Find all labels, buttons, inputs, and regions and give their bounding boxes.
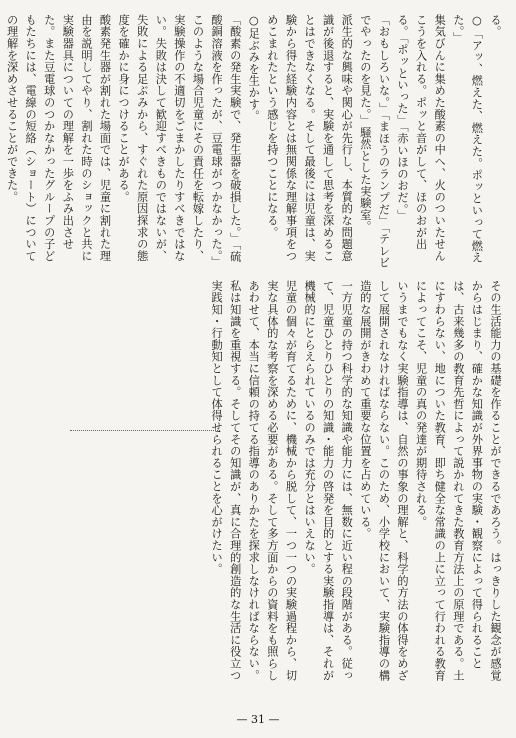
right-column-text xyxy=(210,280,504,690)
paragraph: ○足ぶみを生かす。 xyxy=(247,14,261,122)
dotted-divider xyxy=(70,430,220,431)
paragraph: 児童の個々が育てるために、機械から脱して、一つ一つの実験過程から、切実な具体的な考察を深める必要がある。そして多方面からの資料をも照らしあわせて、本当に信頼の持てる指導のありかたを探求しなければならない。 xyxy=(247,280,298,682)
paragraph: 一方児童の持つ科学的な知識や能力には、無数に近い程の段階がある。従って、児童ひとりひとりの知識・能力の啓発を目的とする実験指導は、それが機械的にとらえられているのみでは充分とはいえない。 xyxy=(303,280,354,682)
paragraph: 派生的な興味や関心が先行し、本質的な問題意識が後退すると、実験を通して思考を深めることはできなくなる。そして最後には児童は、実験から得た経験内容とは無関係な理解事項をつめこまれたという感じを持つことになる。 xyxy=(265,14,354,262)
paragraph: ○「アッ、燃えた、燃えた。ポッといって燃えた。」 xyxy=(451,14,484,264)
paragraph: 「おもしろいな。」「まほうのランプだ」「テレビでやったのを見た。」騒然とした実験室。 xyxy=(358,14,391,269)
left-column-text xyxy=(5,14,504,272)
paragraph: 集気びんに集めた酸素の中へ、火のついたせんこうを入れる。ポッと音がして、ほのおが出る。「ポッといった」「赤いほのおだ。」 xyxy=(396,14,447,262)
paragraph: いうまでもなく実験指導は、自然の事象の理解と、科学的方法の体得をめざして展開されなければならない。このため、小学校において、実験指導の構造的な展開がきわめて重要な位置を占めている。 xyxy=(358,280,410,682)
paragraph: 「酸素の発生実験で、発生器を破損した。」「硫酸銅溶液を作ったが、豆電球がつかなかった。」このような場合児童にその責任を転嫁したり、実験操作の不適切をごまかしたりすべきではない。失敗は決して歓迎すべきものではないが、失敗による足ぶみから、すぐれた原因探求の態度を確かに身につけることがある。 xyxy=(117,14,242,268)
paragraph: る。 xyxy=(489,14,502,38)
paragraph: 酸素発生器が割れた場面では、児童に割れた理由を説明してやり、割れた時のショックと共に実験器具についての理解を一歩をふみ出させた。また豆電球のつかなかったグループの子どもたちには、電線の短絡（ショート）についての理解を深めさせることができた。 xyxy=(5,14,112,262)
paragraph: 私は知識を重視する。そしてその知識が、真に合理的創造的な生活に役立つ実践知・行動知として体得せられることを心がけたい。 xyxy=(210,280,242,682)
paragraph: その生活能力の基礎を作ることができるであろう。はっきりした観念が感覚からはじまり、確かな知識が外界事物の実験・観察によって得られることは、古来幾多の教育先哲によって説かれてきた教育方法上の原理である。土にすわらない、地についた教育、即ち健全な常識の上に立って行われる教育によってこそ、児童の真の発達が期待される。 xyxy=(414,280,502,682)
page-number: — 31 — xyxy=(236,713,280,726)
